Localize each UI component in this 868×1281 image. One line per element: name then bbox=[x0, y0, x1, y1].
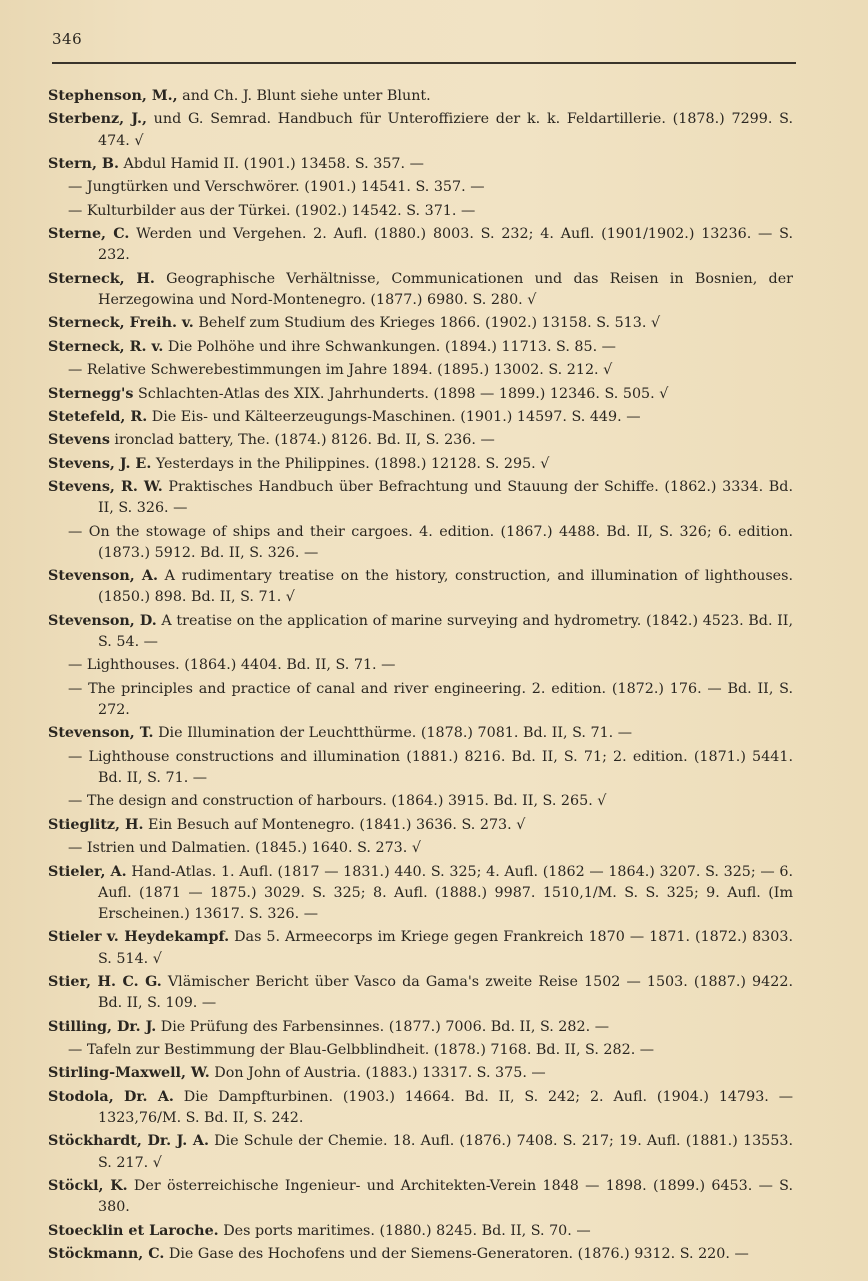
catalog-entry bbox=[48, 723, 793, 744]
catalog-entry bbox=[48, 454, 793, 475]
entry-author: Stieler, A. bbox=[48, 863, 127, 880]
catalog-subentry bbox=[48, 522, 793, 564]
entry-text: Abdul Hamid II. (1901.) 13458. S. 357. — bbox=[118, 155, 424, 172]
entry-text: und G. Semrad. Handbuch für Unteroffiziere der k. k. Feldartillerie. (1878.) 7299. S. 474. √ bbox=[98, 111, 793, 149]
entry-text: — Tafeln zur Bestimmung der Blau-Gelbblindheit. (1878.) 7168. Bd. II, S. 282. — bbox=[68, 1041, 655, 1058]
entry-text: Yesterdays in the Philippines. (1898.) 12128. S. 295. √ bbox=[151, 455, 550, 472]
entry-author: Sternegg's bbox=[48, 385, 134, 402]
entry-text: — Jungtürken und Verschwörer. (1901.) 14541. S. 357. — bbox=[68, 179, 485, 196]
entry-author: Stier, H. C. G. bbox=[48, 973, 162, 990]
entry-text: Werden und Vergehen. 2. Aufl. (1880.) 8003. S. 232; 4. Aufl. (1901/1902.) 13236. — S. 232. bbox=[98, 226, 793, 264]
catalog-entry bbox=[48, 1131, 793, 1173]
catalog-entry bbox=[48, 407, 793, 428]
entry-author: Stevenson, D. bbox=[48, 612, 157, 629]
entry-text: — On the stowage of ships and their cargoes. 4. edition. (1867.) 4488. Bd. II, S. 326; 6. edition. (1873.) 5912. Bd. II, S. 326. — bbox=[68, 523, 793, 561]
catalog-subentry bbox=[48, 679, 793, 721]
entry-text: Der österreichische Ingenieur- und Architekten-Verein 1848 — 1898. (1899.) 6453. — S. 380. bbox=[98, 1177, 793, 1216]
header-rule bbox=[52, 62, 796, 64]
entry-list bbox=[48, 86, 793, 1267]
catalog-subentry bbox=[48, 1040, 793, 1061]
entry-author: Sterneck, H. bbox=[48, 270, 155, 287]
entry-text: — Lighthouse constructions and illumination (1881.) 8216. Bd. II, S. 71; 2. edition. (1871.) 5441. Bd. II, S. 71. — bbox=[68, 748, 793, 787]
entry-author: Stevens bbox=[48, 432, 110, 449]
catalog-entry bbox=[48, 86, 793, 107]
entry-author: Sterbenz, J., bbox=[48, 111, 147, 128]
catalog-entry bbox=[48, 1063, 793, 1084]
catalog-entry bbox=[48, 862, 793, 926]
entry-text: — Lighthouses. (1864.) 4404. Bd. II, S. 71. — bbox=[68, 657, 396, 674]
entry-text: ironclad battery, The. (1874.) 8126. Bd. II, S. 236. — bbox=[109, 432, 495, 449]
entry-text: Schlachten-Atlas des XIX. Jahrhunderts. (1898 — 1899.) 12346. S. 505. √ bbox=[133, 385, 669, 402]
catalog-entry bbox=[48, 566, 793, 608]
catalog-entry bbox=[48, 337, 793, 358]
catalog-entry bbox=[48, 224, 793, 266]
entry-text: A rudimentary treatise on the history, construction, and illumination of lighthouses. (1850.) 898. Bd. II, S. 71. √ bbox=[98, 568, 793, 606]
catalog-entry bbox=[48, 109, 793, 151]
entry-author: Sterneck, R. v. bbox=[48, 338, 164, 355]
catalog-entry bbox=[48, 1176, 793, 1218]
entry-author: Stephenson, M., bbox=[48, 88, 178, 104]
entry-text: — Kulturbilder aus der Türkei. (1902.) 14542. S. 371. — bbox=[68, 202, 476, 219]
entry-author: Stern, B. bbox=[48, 155, 119, 172]
entry-text: Des ports maritimes. (1880.) 8245. Bd. II, S. 70. — bbox=[218, 1222, 591, 1239]
entry-text: Die Dampfturbinen. (1903.) 14664. Bd. II, S. 242; 2. Aufl. (1904.) 14793. — 1323,76/M. S. Bd. II, S. 242. bbox=[98, 1088, 793, 1126]
entry-text: and Ch. J. Blunt siehe unter Blunt. bbox=[177, 88, 431, 104]
catalog-subentry bbox=[48, 360, 793, 381]
catalog-subentry bbox=[48, 791, 793, 812]
entry-author: Stöckhardt, Dr. J. A. bbox=[48, 1133, 209, 1150]
catalog-entry bbox=[48, 269, 793, 311]
entry-author: Stilling, Dr. J. bbox=[48, 1018, 157, 1035]
entry-author: Stoecklin et Laroche. bbox=[48, 1222, 219, 1239]
catalog-entry bbox=[48, 1087, 793, 1129]
catalog-entry bbox=[48, 154, 793, 175]
catalog-subentry bbox=[48, 655, 793, 676]
entry-text: Don John of Austria. (1883.) 13317. S. 375. — bbox=[209, 1065, 546, 1082]
entry-text: — The principles and practice of canal and river engineering. 2. edition. (1872.) 176. — Bd. II, S. 272. bbox=[68, 680, 793, 719]
entry-author: Stodola, Dr. A. bbox=[48, 1088, 174, 1105]
entry-text: Vlämischer Bericht über Vasco da Gama's zweite Reise 1502 — 1503. (1887.) 9422. Bd. II, S. 109. — bbox=[98, 973, 793, 1012]
catalog-subentry bbox=[48, 177, 793, 198]
entry-text: — Istrien und Dalmatien. (1845.) 1640. S. 273. √ bbox=[68, 840, 421, 857]
entry-text: Hand-Atlas. 1. Aufl. (1817 — 1831.) 440. S. 325; 4. Aufl. (1862 — 1864.) 3207. S. 325; — 6. Aufl. (1871 — 1875.) 3029. S. 325; 8. Aufl. (1888.) 9987. 1510,1/M. S. S. 325; 9. Aufl. (Im Erscheinen.) 13617. S. 326. — bbox=[98, 863, 793, 922]
catalog-subentry bbox=[48, 747, 793, 789]
catalog-entry bbox=[48, 430, 793, 451]
catalog-entry bbox=[48, 384, 793, 405]
page-number: 346 bbox=[52, 30, 83, 48]
entry-author: Stöckmann, C. bbox=[48, 1245, 165, 1262]
entry-text: Die Illumination der Leuchtthürme. (1878.) 7081. Bd. II, S. 71. — bbox=[153, 725, 633, 742]
entry-author: Stieglitz, H. bbox=[48, 816, 144, 833]
catalog-entry bbox=[48, 1221, 793, 1242]
entry-author: Stevenson, A. bbox=[48, 568, 158, 585]
entry-text: — The design and construction of harbours. (1864.) 3915. Bd. II, S. 265. √ bbox=[68, 793, 607, 810]
entry-text: Die Schule der Chemie. 18. Aufl. (1876.) 7408. S. 217; 19. Aufl. (1881.) 13553. S. 217. √ bbox=[98, 1133, 793, 1171]
catalog-entry bbox=[48, 313, 793, 334]
entry-author: Stieler v. Heydekampf. bbox=[48, 929, 230, 946]
catalog-entry bbox=[48, 477, 793, 519]
entry-text: Ein Besuch auf Montenegro. (1841.) 3636. S. 273. √ bbox=[143, 816, 526, 833]
catalog-entry bbox=[48, 972, 793, 1014]
catalog-entry bbox=[48, 611, 793, 653]
catalog-subentry bbox=[48, 838, 793, 859]
entry-text: — Relative Schwerebestimmungen im Jahre 1894. (1895.) 13002. S. 212. √ bbox=[68, 362, 613, 379]
entry-text: Die Eis- und Kälteerzeugungs-Maschinen. (1901.) 14597. S. 449. — bbox=[147, 408, 641, 425]
entry-text: A treatise on the application of marine surveying and hydrometry. (1842.) 4523. Bd. II, S. 54. — bbox=[98, 612, 793, 651]
entry-author: Stetefeld, R. bbox=[48, 408, 148, 425]
entry-text: Die Prüfung des Farbensinnes. (1877.) 7006. Bd. II, S. 282. — bbox=[156, 1018, 609, 1035]
entry-text: Die Gase des Hochofens und der Siemens-Generatoren. (1876.) 9312. S. 220. — bbox=[164, 1245, 749, 1262]
catalog-entry bbox=[48, 927, 793, 969]
entry-author: Stöckl, K. bbox=[48, 1177, 128, 1194]
entry-author: Sterne, C. bbox=[48, 226, 130, 243]
entry-author: Stevens, R. W. bbox=[48, 479, 163, 496]
entry-author: Stevens, J. E. bbox=[48, 455, 152, 472]
entry-author: Sterneck, Freih. v. bbox=[48, 315, 194, 332]
entry-author: Stirling-Maxwell, W. bbox=[48, 1065, 210, 1082]
catalog-entry bbox=[48, 815, 793, 836]
entry-text: Die Polhöhe und ihre Schwankungen. (1894.) 11713. S. 85. — bbox=[163, 338, 616, 355]
entry-text: Geographische Verhältnisse, Communicationen und das Reisen in Bosnien, der Herzegowina und Nord-Montenegro. (1877.) 6980. S. 280. √ bbox=[98, 270, 793, 308]
entry-author: Stevenson, T. bbox=[48, 725, 154, 742]
entry-text: Praktisches Handbuch über Befrachtung und Stauung der Schiffe. (1862.) 3334. Bd. II, S. 326. — bbox=[98, 479, 793, 517]
catalog-entry bbox=[48, 1017, 793, 1038]
entry-text: Das 5. Armeecorps im Kriege gegen Frankreich 1870 — 1871. (1872.) 8303. S. 514. √ bbox=[98, 929, 793, 967]
catalog-subentry bbox=[48, 201, 793, 222]
entry-text: Behelf zum Studium des Krieges 1866. (1902.) 13158. S. 513. √ bbox=[193, 315, 661, 332]
catalog-entry bbox=[48, 1244, 793, 1265]
